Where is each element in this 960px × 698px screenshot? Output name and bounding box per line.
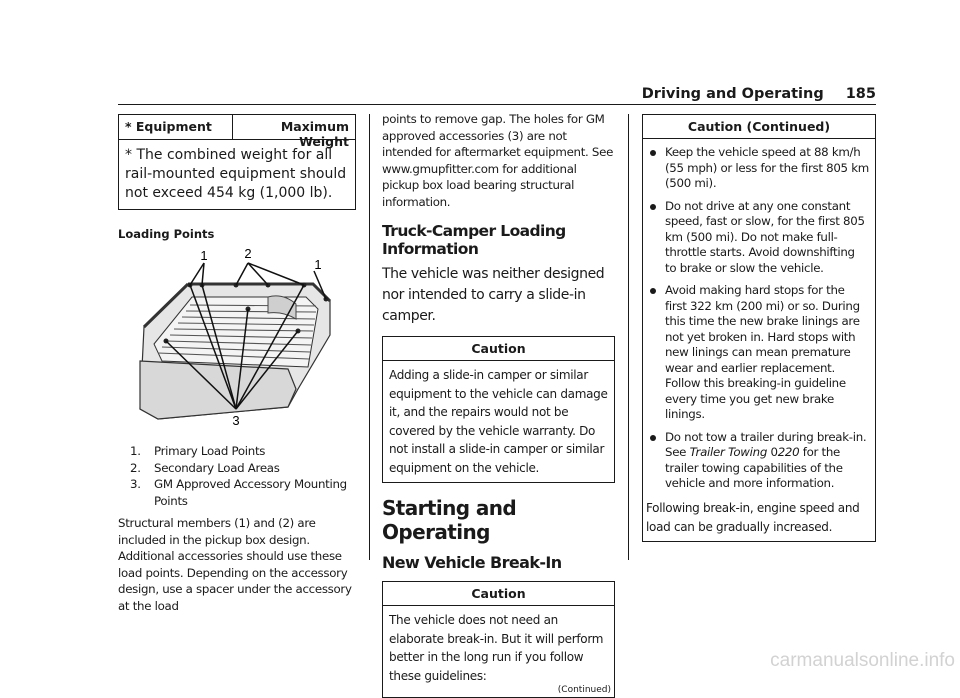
list-item: Keep the vehicle speed at 88 km/h (55 mph) or less for the first 805 km (500 mi). bbox=[647, 145, 869, 192]
caution-body: The vehicle does not need an elaborate break-in. But it will perform better in the long run if you follow these guidelines: bbox=[389, 613, 604, 683]
caution-body: Adding a slide-in camper or similar equipment to the vehicle can damage it, and the repairs would not be covered by the vehicle warranty. Do not install a slide-in camper or similar equipment on the vehicle. bbox=[389, 368, 608, 475]
starting-operating-heading: Starting and Operating bbox=[382, 496, 517, 544]
closing-paragraph: Following break-in, engine speed and load can be gradually increased. bbox=[646, 500, 860, 534]
running-header bbox=[600, 83, 876, 105]
callout-2: 2 bbox=[244, 249, 252, 261]
caution-continued-title: Caution (Continued) bbox=[643, 115, 875, 139]
column-divider-2 bbox=[628, 114, 629, 560]
caution-box-breakin bbox=[382, 581, 615, 698]
caution-title: Caution bbox=[383, 337, 614, 361]
trailer-towing-link[interactable]: Trailer Towing bbox=[689, 445, 768, 459]
continued-marker: (Continued) bbox=[557, 685, 611, 695]
list-item: Avoid making hard stops for the first 322 km (200 mi) or so. During this time the new brake linings are not yet broken in. Hard stops with new linings can mean premature wear and earlier replacement. Follow this breaking-in guideline every time you get new brake linings. bbox=[647, 283, 869, 423]
equipment-header: * Equipment bbox=[119, 115, 233, 139]
legend-item: 3. GM Approved Accessory Mounting Points bbox=[130, 477, 347, 508]
figure-heading: Loading Points bbox=[118, 227, 215, 241]
list-item: Do not tow a trailer during break-in. See Trailer Towing 0220 for the trailer towing capabilities of the vehicle and more information. bbox=[647, 430, 869, 492]
page-ref-icon: 0 bbox=[770, 445, 778, 459]
truck-camper-heading: Truck-Camper Loading Information bbox=[382, 222, 566, 258]
page-ref-number[interactable]: 220 bbox=[777, 445, 800, 459]
breakin-bullet-list bbox=[647, 145, 869, 492]
callout-3: 3 bbox=[232, 413, 240, 428]
column-3 bbox=[642, 114, 876, 542]
column-divider-1 bbox=[369, 114, 370, 560]
callout-1-right: 1 bbox=[314, 257, 322, 272]
page-number: 185 bbox=[845, 86, 876, 102]
new-vehicle-breakin-heading: New Vehicle Break-In bbox=[382, 553, 562, 572]
caution-box-continued bbox=[642, 114, 876, 542]
bullet-dot-icon bbox=[650, 150, 656, 156]
equipment-table bbox=[118, 114, 356, 210]
truck-camper-lead: The vehicle was neither designed nor intended to carry a slide-in camper. bbox=[382, 266, 605, 324]
header-section-title: Driving and Operating bbox=[641, 86, 824, 102]
equipment-table-header bbox=[119, 115, 355, 149]
bullet-dot-icon bbox=[650, 435, 656, 441]
header-rule bbox=[118, 104, 876, 105]
caution-continued-body bbox=[643, 139, 875, 541]
callout-1-left: 1 bbox=[200, 249, 208, 263]
equipment-table-note: * The combined weight for all rail-mounted equipment should not exceed 454 kg (1,000 lb). bbox=[125, 147, 347, 201]
column-2 bbox=[382, 114, 615, 698]
tailgate bbox=[140, 361, 296, 419]
list-item: Do not drive at any one constant speed, fast or slow, for the first 805 km (500 mi). Do not make full-throttle starts. Avoid downshifting to brake or slow the vehicle. bbox=[647, 199, 869, 277]
legend-item: 2. Secondary Load Areas bbox=[130, 460, 280, 475]
pickup-bed-illustration bbox=[118, 249, 354, 429]
legend-item: 1. Primary Load Points bbox=[130, 444, 266, 458]
caution-box-camper bbox=[382, 336, 615, 483]
column-1 bbox=[118, 114, 356, 614]
figure-legend bbox=[118, 443, 356, 509]
watermark: carmanualsonline.info bbox=[770, 650, 955, 671]
max-weight-header: Maximum Weight bbox=[280, 119, 349, 149]
bullet-dot-icon bbox=[650, 204, 656, 210]
bullet-dot-icon bbox=[650, 288, 656, 294]
caution-title: Caution bbox=[383, 582, 614, 606]
structural-members-paragraph: Structural members (1) and (2) are included in the pickup box design. Additional accessories should use these load points. Depending on the accessory design, use a spacer under the accessory at the load bbox=[118, 516, 352, 613]
continued-paragraph: points to remove gap. The holes for GM approved accessories (3) are not intended for aftermarket equipment. See www.gmupfitter.com for additional pickup box load bearing structural information. bbox=[382, 112, 614, 209]
